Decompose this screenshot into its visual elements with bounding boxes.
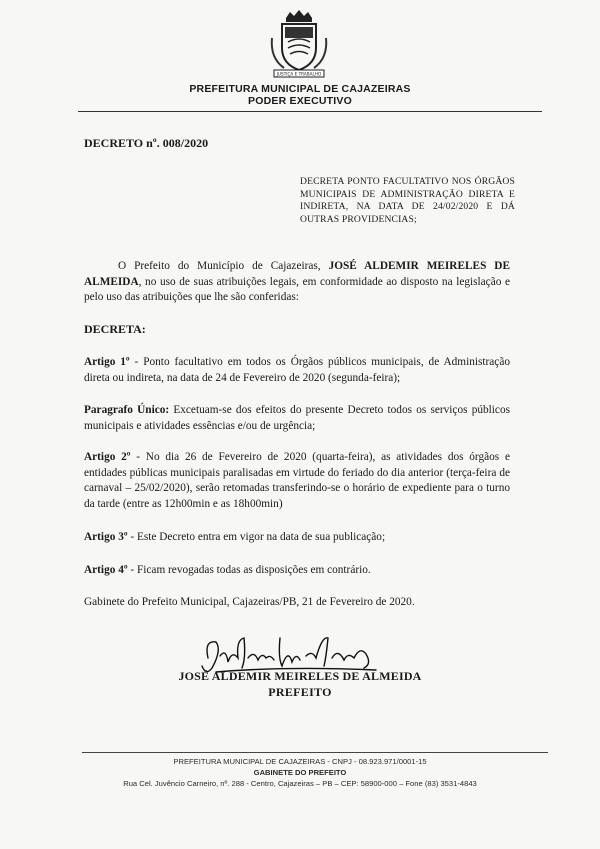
footer-divider bbox=[82, 752, 548, 753]
article-4-label: Artigo 4º bbox=[84, 564, 128, 576]
decree-summary: DECRETA PONTO FACULTATIVO NOS ÓRGÃOS MUNICIPAIS DE ADMINISTRAÇÃO DIRETA E INDIRETA, NA DATA DE 24/02/2020 E DÁ OUTRAS PROVIDENCIAS; bbox=[300, 176, 515, 225]
sole-paragraph bbox=[84, 403, 510, 434]
article-1 bbox=[84, 355, 510, 386]
mayor-name: JOSÉ ALDEMIR MEIRELES DE ALMEIDA bbox=[84, 260, 510, 288]
header-institution: PREFEITURA MUNICIPAL DE CAJAZEIRAS bbox=[189, 83, 411, 95]
header-divider bbox=[78, 111, 542, 112]
article-2-text: - No dia 26 de Fevereiro de 2020 (quarta-feira), as atividades dos órgãos e entidades públicas municipais paralisadas em virtude do feriado do dia anterior (terça-feira de carnaval – 25/02/2020), serão retomadas transferindo-se o horário de expediente para o turno da tarde (entre as 12h00min e as 18h00min) bbox=[84, 451, 510, 510]
article-4 bbox=[84, 563, 510, 579]
intro-text-a: O Prefeito do Município de Cajazeiras, bbox=[118, 260, 329, 272]
sole-paragraph-text: Excetuam-se dos efeitos do presente Decreto todos os serviços públicos municipais e atividades essências e/ou de urgência; bbox=[84, 404, 510, 432]
sole-paragraph-label: Paragrafo Único: bbox=[84, 404, 170, 416]
article-4-text: - Ficam revogadas todas as disposições em contrário. bbox=[127, 564, 371, 576]
footer-address: Rua Cel. Juvêncio Carneiro, nº. 288 - Centro, Cajazeiras – PB – CEP: 58900-000 – Fone (83) 3531-4843 bbox=[123, 779, 477, 788]
decreta-heading: DECRETA: bbox=[84, 322, 146, 336]
article-2 bbox=[84, 450, 510, 512]
closing-line: Gabinete do Prefeito Municipal, Cajazeiras/PB, 21 de Fevereiro de 2020. bbox=[84, 596, 415, 608]
header-branch: PODER EXECUTIVO bbox=[248, 95, 352, 107]
decree-number: DECRETO nº. 008/2020 bbox=[84, 136, 209, 150]
intro-paragraph bbox=[84, 259, 510, 306]
footer-cnpj: PREFEITURA MUNICIPAL DE CAJAZEIRAS - CNPJ - 08.923.971/0001-15 bbox=[173, 757, 427, 766]
article-1-text: - Ponto facultativo em todos os Órgãos públicos municipais, de Administração direta ou indireta, na data de 24 de Fevereiro de 2020 (segunda-feira); bbox=[84, 356, 510, 384]
article-1-label: Artigo 1º bbox=[84, 356, 130, 368]
svg-text:JUSTIÇA E TRABALHO: JUSTIÇA E TRABALHO bbox=[276, 71, 322, 77]
article-3 bbox=[84, 530, 510, 546]
article-3-label: Artigo 3º bbox=[84, 531, 128, 543]
intro-text-b: , no uso de suas atribuições legais, em conformidade ao disposto na legislação e pelo uso das atribuições que lhe são conferidas: bbox=[84, 275, 510, 303]
footer-office: GABINETE DO PREFEITO bbox=[253, 768, 347, 777]
article-2-label: Artigo 2º bbox=[84, 451, 131, 463]
signatory-name: JOSÉ ALDEMIR MEIRELES DE ALMEIDA bbox=[178, 669, 422, 683]
signatory-role: PREFEITO bbox=[268, 685, 332, 699]
municipal-coat-of-arms bbox=[268, 8, 330, 80]
article-3-text: - Este Decreto entra em vigor na data de sua publicação; bbox=[127, 531, 386, 543]
